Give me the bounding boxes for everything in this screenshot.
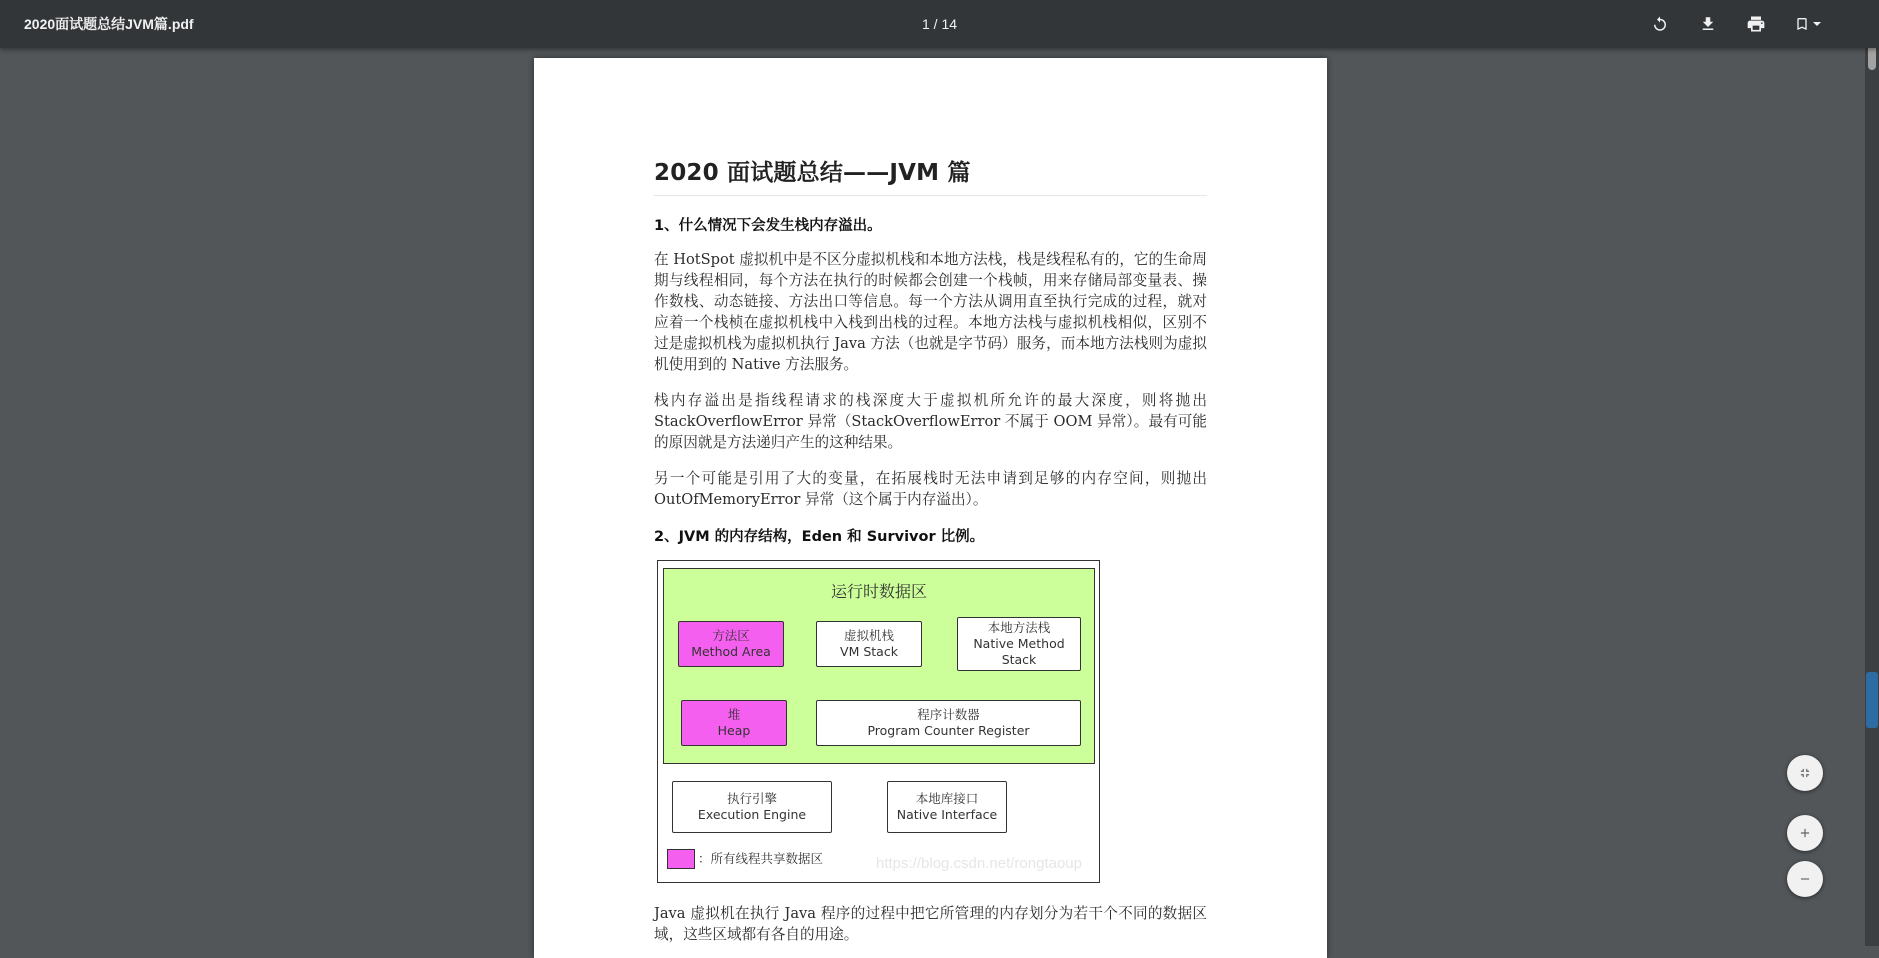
paragraph: 另一个可能是引用了大的变量，在拓展栈时无法申请到足够的内存空间，则抛出 OutOfMemoryError 异常（这个属于内存溢出）。	[654, 470, 1207, 508]
bookmark-menu-button[interactable]	[1788, 8, 1828, 40]
legend-text: ：所有线程共享数据区	[698, 851, 824, 866]
total-pages: 14	[941, 16, 958, 32]
pdf-page	[534, 58, 1327, 958]
box-label-en: Method Area	[691, 644, 771, 659]
box-label-en: Stack	[1001, 652, 1037, 667]
question-2-heading: 2、JVM 的内存结构，Eden 和 Survivor 比例。	[654, 529, 985, 545]
fit-to-page-button[interactable]	[1787, 755, 1823, 791]
download-icon	[1699, 15, 1717, 33]
print-button[interactable]	[1740, 8, 1772, 40]
box-label-en: VM Stack	[840, 644, 898, 659]
jvm-memory-diagram	[657, 560, 1100, 883]
page-indicator	[0, 0, 1879, 48]
pdf-toolbar	[0, 0, 1879, 48]
fit-page-icon	[1798, 766, 1812, 780]
program-counter-register-box	[816, 700, 1081, 746]
box-label-cn: 本地方法栈	[987, 620, 1051, 635]
page-content	[654, 154, 1207, 958]
native-interface-box	[887, 781, 1007, 833]
bookmark-icon	[1794, 16, 1810, 32]
zoom-out-button[interactable]	[1787, 861, 1823, 897]
legend-swatch	[667, 849, 695, 869]
rotate-button[interactable]	[1644, 8, 1676, 40]
document-title: 2020面试题总结JVM篇.pdf	[24, 16, 194, 32]
page-title: 2020 面试题总结——JVM 篇	[654, 154, 1207, 196]
zoom-out-icon	[1798, 872, 1812, 886]
zoom-in-button[interactable]	[1787, 815, 1823, 851]
box-label-cn: 虚拟机栈	[843, 628, 894, 643]
watermark: https://blog.csdn.net/rongtaoup	[876, 855, 1082, 872]
paragraph: 栈内存溢出是指线程请求的栈深度大于虚拟机所允许的最大深度，则将抛出 StackOverflowError 异常（StackOverflowError 不属于 OOM 异常）。最有可能的原因就是方法递归产生的这种结果。	[654, 392, 1207, 451]
execution-engine-box	[672, 781, 832, 833]
page-separator: /	[933, 16, 938, 32]
zoom-in-icon	[1798, 826, 1812, 840]
vertical-scrollbar[interactable]	[1865, 0, 1879, 946]
print-icon	[1746, 14, 1766, 34]
paragraph: 在 HotSpot 虚拟机中是不区分虚拟机栈和本地方法栈，栈是线程私有的，它的生命周期与线程相同，每个方法在执行的时候都会创建一个栈帧，用来存储局部变量表、操作数栈、动态链接、方法出口等信息。每一个方法从调用直至执行完成的过程，就对应着一个栈桢在虚拟机栈中入栈到出栈的过程。本地方法栈与虚拟机栈相似，区别不过是虚拟机栈为虚拟机执行 Java 方法（也就是字节码）服务，而本地方法栈则为虚拟机使用到的 Native 方法服务。	[654, 251, 1207, 373]
rotate-icon	[1651, 15, 1669, 33]
runtime-data-area-title: 运行时数据区	[830, 582, 927, 601]
box-label-en: Heap	[717, 723, 751, 738]
current-page-number[interactable]: 1	[921, 16, 930, 32]
runtime-data-area	[663, 568, 1095, 764]
vm-stack-box	[816, 621, 922, 667]
box-label-en: Native Method	[973, 636, 1065, 651]
heap-box	[681, 700, 787, 746]
box-label-cn: 堆	[727, 707, 741, 722]
box-label-cn: 本地库接口	[915, 791, 979, 806]
box-label-cn: 程序计数器	[917, 707, 980, 722]
paragraph: Java 虚拟机在执行 Java 程序的过程中把它所管理的内存划分为若干个不同的数据区域，这些区域都有各自的用途。	[654, 905, 1207, 943]
box-label-cn: 方法区	[712, 628, 750, 643]
box-label-en: Native Interface	[896, 807, 998, 822]
native-method-stack-box	[957, 617, 1081, 671]
question-1-heading: 1、什么情况下会发生栈内存溢出。	[654, 218, 882, 234]
method-area-box	[678, 621, 784, 667]
scrollbar-position-marker	[1866, 672, 1878, 728]
box-label-en: Execution Engine	[697, 807, 807, 822]
download-button[interactable]	[1692, 8, 1724, 40]
chevron-down-icon	[1812, 19, 1822, 29]
box-label-cn: 执行引擎	[726, 791, 777, 806]
box-label-en: Program Counter Register	[867, 723, 1030, 738]
